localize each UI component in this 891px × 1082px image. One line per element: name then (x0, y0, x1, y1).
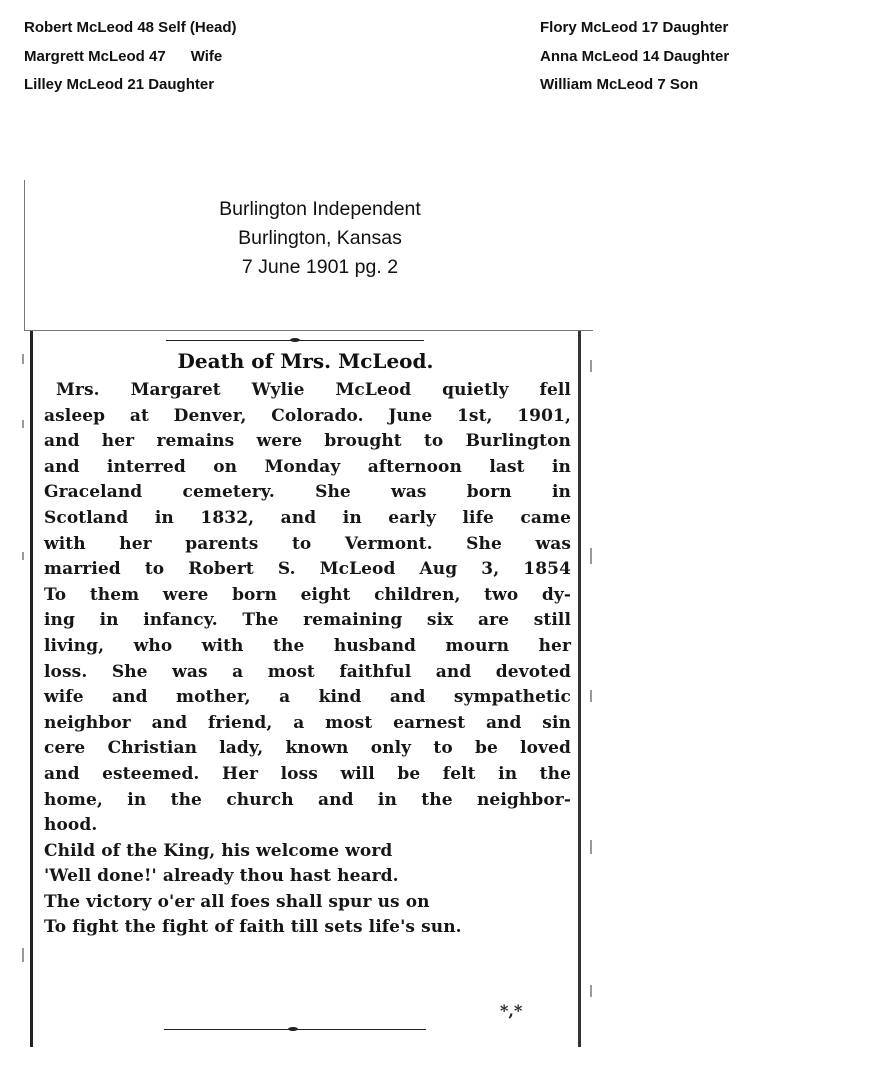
article-line: To them were born eight children, two dy- (44, 584, 571, 605)
article-line: Scotland in 1832, and in early life came (44, 507, 571, 528)
scan-speck (590, 840, 592, 854)
scan-speck (590, 985, 592, 997)
newspaper-place: Burlington, Kansas (238, 227, 402, 249)
article-line: cere Christian lady, known only to be loved (44, 738, 571, 759)
newspaper-date-page: 7 June 1901 pg. 2 (241, 256, 399, 278)
article-line: and her remains were brought to Burlington (44, 431, 571, 452)
census-entry: William McLeod 7 Son (540, 76, 699, 93)
poem-line: The victory o'er all foes shall spur us on (44, 891, 430, 912)
article-line: loss. She was a most faithful and devoted (44, 661, 571, 682)
closing-asterism: *,* (500, 1001, 523, 1020)
census-entry: Margrett McLeod 47 Wife (24, 47, 223, 65)
census-entry: Flory McLeod 17 Daughter (540, 19, 729, 36)
article-line: Graceland cemetery. She was born in (44, 482, 571, 503)
article-line: with her parents to Vermont. She was (44, 533, 571, 554)
newspaper-name: Burlington Independent (219, 198, 421, 220)
article-line: wife and mother, a kind and sympathetic (44, 687, 571, 708)
article-line: neighbor and friend, a most earnest and sin (44, 712, 571, 733)
scan-speck (590, 690, 592, 702)
article-line: hood. (44, 815, 98, 836)
article-headline: Death of Mrs. McLeod. (177, 349, 434, 373)
article-line: and interred on Monday afternoon last in (44, 456, 571, 477)
scan-speck (22, 948, 24, 962)
census-entry: Lilley McLeod 21 Daughter (24, 76, 215, 93)
poem-line: 'Well done!' already thou hast heard. (44, 866, 399, 887)
scan-speck (590, 548, 592, 564)
scan-speck (22, 552, 24, 560)
poem-line: To fight the fight of faith till sets life's sun. (44, 917, 462, 938)
census-entry: Anna McLeod 14 Daughter (540, 47, 730, 65)
article-line: ing in infancy. The remaining six are still (44, 610, 571, 631)
scan-speck (22, 354, 24, 364)
article-line: asleep at Denver, Colorado. June 1st, 1901, (44, 405, 571, 426)
census-entry: Robert McLeod 48 Self (Head) (24, 19, 237, 36)
article-line: and esteemed. Her loss will be felt in the (44, 763, 571, 784)
article-line: living, who with the husband mourn her (44, 635, 571, 656)
article-line: married to Robert S. McLeod Aug 3, 1854 (44, 559, 571, 580)
article-line: Mrs. Margaret Wylie McLeod quietly fell (56, 380, 571, 400)
article-line: home, in the church and in the neighbor- (44, 789, 571, 810)
poem-line: Child of the King, his welcome word (44, 840, 393, 861)
scan-speck (22, 420, 24, 428)
scan-speck (590, 360, 592, 372)
